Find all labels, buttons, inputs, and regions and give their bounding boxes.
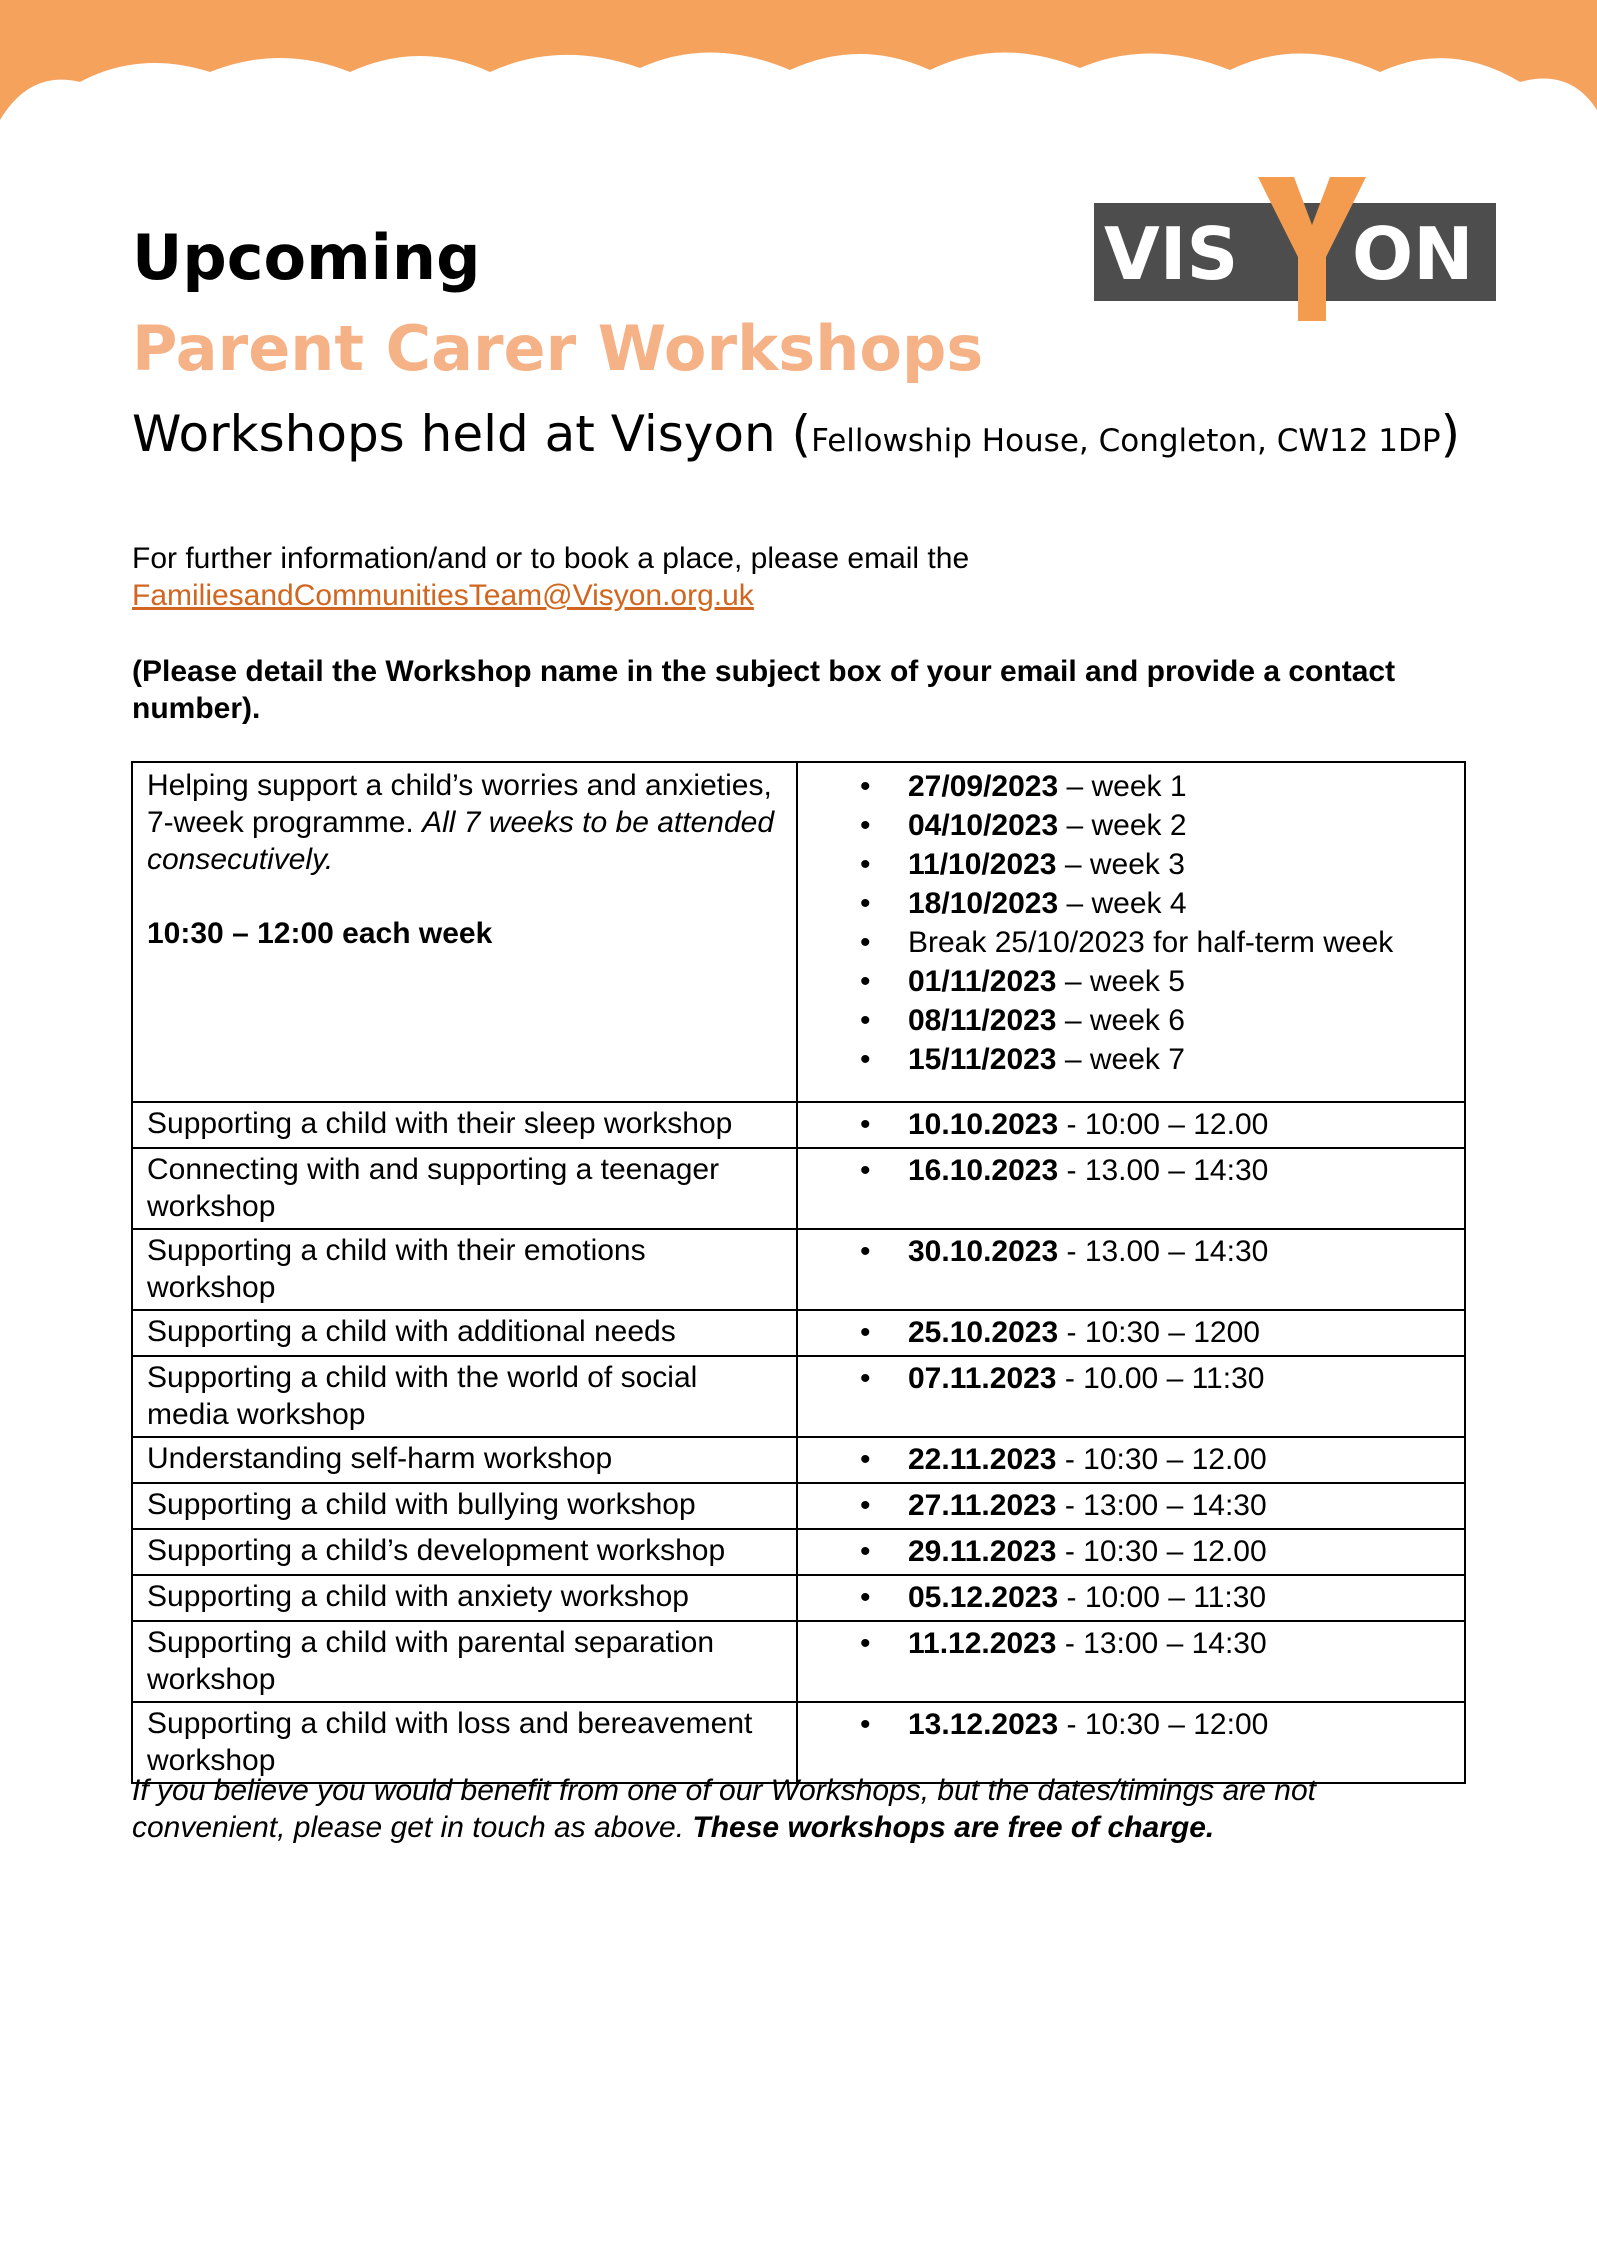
workshop-date: 11.12.2023 xyxy=(908,1627,1057,1660)
workshop-time: - 10:30 – 1200 xyxy=(1058,1316,1260,1349)
date-item xyxy=(812,1359,1450,1398)
workshop-date-cell xyxy=(797,1575,1465,1621)
workshop-dates-cell xyxy=(797,762,1465,1102)
workshop-name-cell: Supporting a child with the world of social media workshop xyxy=(132,1356,797,1437)
date-item xyxy=(812,1486,1450,1525)
workshop-date-cell xyxy=(797,1229,1465,1310)
workshop-name-cell: Connecting with and supporting a teenager workshop xyxy=(132,1148,797,1229)
workshop-date-cell xyxy=(797,1148,1465,1229)
table-row xyxy=(132,1310,1465,1356)
workshop-date: 27.11.2023 xyxy=(908,1489,1057,1522)
date-list xyxy=(812,1624,1450,1663)
workshop-name-cell: Supporting a child with their emotions workshop xyxy=(132,1229,797,1310)
date-list xyxy=(812,1359,1450,1398)
booking-info xyxy=(132,540,969,614)
cloud-banner xyxy=(0,0,1597,135)
venue-main: Workshops held at Visyon ( xyxy=(132,405,812,463)
session-item xyxy=(812,1040,1450,1079)
logo-text-left: VIS xyxy=(1104,212,1239,296)
session-date: 15/11/2023 xyxy=(908,1043,1057,1076)
workshop-date: 10.10.2023 xyxy=(908,1108,1059,1141)
date-list xyxy=(812,1105,1450,1144)
date-list xyxy=(812,1578,1450,1617)
session-date: 04/10/2023 xyxy=(908,809,1059,842)
table-row xyxy=(132,762,1465,1102)
date-item xyxy=(812,1440,1450,1479)
table-row xyxy=(132,1229,1465,1310)
workshop-date-cell xyxy=(797,1437,1465,1483)
session-item xyxy=(812,962,1450,1001)
workshop-time: - 13:00 – 14:30 xyxy=(1056,1627,1267,1660)
workshop-title: Helping support a child’s worries and anxieties, 7-week programme. xyxy=(147,769,772,839)
session-item xyxy=(812,806,1450,845)
workshop-date: 07.11.2023 xyxy=(908,1362,1057,1395)
table-row xyxy=(132,1148,1465,1229)
session-item xyxy=(812,845,1450,884)
workshop-name-cell: Supporting a child with loss and bereavement workshop xyxy=(132,1702,797,1783)
workshop-name-cell: Supporting a child with parental separation workshop xyxy=(132,1621,797,1702)
table-row xyxy=(132,1437,1465,1483)
workshop-date: 16.10.2023 xyxy=(908,1154,1059,1187)
session-list xyxy=(812,767,1450,1079)
heading-upcoming: Upcoming xyxy=(132,221,481,294)
session-item xyxy=(812,767,1450,806)
workshop-date-cell xyxy=(797,1702,1465,1783)
workshop-time: - 10:30 – 12.00 xyxy=(1056,1443,1267,1476)
workshop-date: 22.11.2023 xyxy=(908,1443,1057,1476)
date-list xyxy=(812,1313,1450,1352)
date-list xyxy=(812,1232,1450,1271)
session-date: 01/11/2023 xyxy=(908,965,1057,998)
date-list xyxy=(812,1705,1450,1744)
session-item xyxy=(812,923,1450,962)
venue-line xyxy=(132,403,1460,472)
workshop-time: - 10:30 – 12.00 xyxy=(1056,1535,1267,1568)
heading-parent-carer-workshops: Parent Carer Workshops xyxy=(132,312,984,385)
session-date: 11/10/2023 xyxy=(908,848,1057,881)
session-label: – week 7 xyxy=(1056,1043,1185,1076)
workshop-name-cell: Understanding self-harm workshop xyxy=(132,1437,797,1483)
date-list xyxy=(812,1486,1450,1525)
table-row xyxy=(132,1529,1465,1575)
session-item xyxy=(812,1001,1450,1040)
session-label: – week 3 xyxy=(1056,848,1185,881)
session-item xyxy=(812,884,1450,923)
workshop-time: - 13.00 – 14:30 xyxy=(1058,1235,1269,1268)
session-label: – week 5 xyxy=(1056,965,1185,998)
date-item xyxy=(812,1232,1450,1271)
workshop-date-cell xyxy=(797,1483,1465,1529)
table-row xyxy=(132,1702,1465,1783)
workshop-date-cell xyxy=(797,1102,1465,1148)
workshop-date: 05.12.2023 xyxy=(908,1581,1059,1614)
workshop-time: - 10:30 – 12:00 xyxy=(1058,1708,1269,1741)
workshop-date: 29.11.2023 xyxy=(908,1535,1057,1568)
workshop-time: - 10:00 – 11:30 xyxy=(1058,1581,1267,1614)
workshop-date: 25.10.2023 xyxy=(908,1316,1059,1349)
date-list xyxy=(812,1440,1450,1479)
workshop-time: - 10.00 – 11:30 xyxy=(1056,1362,1265,1395)
workshop-name-cell: Supporting a child with additional needs xyxy=(132,1310,797,1356)
date-item xyxy=(812,1313,1450,1352)
logo-text-right: ON xyxy=(1352,212,1474,296)
workshop-time: 10:30 – 12:00 each week xyxy=(147,917,493,950)
table-row xyxy=(132,1356,1465,1437)
venue-close: ) xyxy=(1440,405,1461,463)
session-date: 27/09/2023 xyxy=(908,770,1059,803)
session-label: – week 2 xyxy=(1058,809,1187,842)
workshop-time: - 13.00 – 14:30 xyxy=(1058,1154,1269,1187)
table-row xyxy=(132,1621,1465,1702)
workshop-date: 30.10.2023 xyxy=(908,1235,1059,1268)
session-date: 18/10/2023 xyxy=(908,887,1059,920)
workshop-date-cell xyxy=(797,1310,1465,1356)
date-item xyxy=(812,1578,1450,1617)
session-label: – week 6 xyxy=(1056,1004,1185,1037)
workshop-name-cell: Supporting a child with anxiety workshop xyxy=(132,1575,797,1621)
workshop-date: 13.12.2023 xyxy=(908,1708,1059,1741)
footer-bold: These workshops are free of charge. xyxy=(692,1811,1215,1844)
date-item xyxy=(812,1532,1450,1571)
workshop-date-cell xyxy=(797,1621,1465,1702)
workshop-schedule-table xyxy=(131,761,1466,1784)
date-list xyxy=(812,1151,1450,1190)
session-label: – week 1 xyxy=(1058,770,1187,803)
table-row xyxy=(132,1575,1465,1621)
date-list xyxy=(812,1532,1450,1571)
workshop-name-cell: Supporting a child’s development workshop xyxy=(132,1529,797,1575)
booking-info-text: For further information/and or to book a place, please email the xyxy=(132,542,970,575)
session-label: Break 25/10/2023 for half-term week xyxy=(908,926,1394,959)
date-item xyxy=(812,1151,1450,1190)
session-label: – week 4 xyxy=(1058,887,1187,920)
table-row xyxy=(132,1102,1465,1148)
workshop-date-cell xyxy=(797,1529,1465,1575)
subject-note: (Please detail the Workshop name in the subject box of your email and provide a contact number). xyxy=(132,655,1396,725)
workshop-title-note: All 7 weeks to be attended consecutively. xyxy=(147,806,775,876)
footer-note xyxy=(132,1772,1472,1846)
workshop-name-cell: Supporting a child with their sleep workshop xyxy=(132,1102,797,1148)
session-date: 08/11/2023 xyxy=(908,1004,1057,1037)
email-link[interactable]: FamiliesandCommunitiesTeam@Visyon.org.uk xyxy=(132,579,754,612)
workshop-time: - 13:00 – 14:30 xyxy=(1056,1489,1267,1522)
visyon-logo xyxy=(1090,175,1500,325)
workshop-name-cell xyxy=(132,762,797,1102)
footer-italic: If you believe you would benefit from one of our Workshops, but the dates/timings are not convenient, please get in touch as above. xyxy=(132,1774,1316,1844)
table-row xyxy=(132,1483,1465,1529)
date-item xyxy=(812,1624,1450,1663)
workshop-time: - 10:00 – 12.00 xyxy=(1058,1108,1269,1141)
workshop-name-cell: Supporting a child with bullying workshop xyxy=(132,1483,797,1529)
venue-address: Fellowship House, Congleton, CW12 1DP xyxy=(811,423,1441,459)
workshop-date-cell xyxy=(797,1356,1465,1437)
date-item xyxy=(812,1705,1450,1744)
date-item xyxy=(812,1105,1450,1144)
